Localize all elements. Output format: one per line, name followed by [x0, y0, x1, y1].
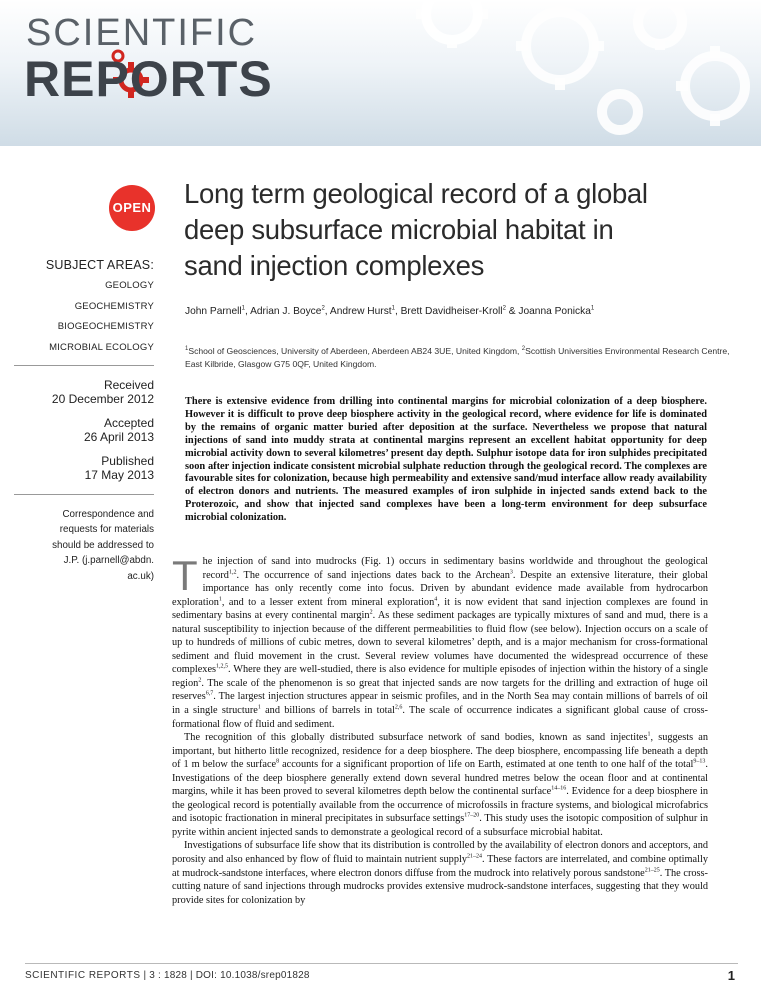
citation-ref[interactable]: 21–24 — [466, 853, 482, 860]
body-text-run: . Where they are well-studied, there is also evidence for multiple episodes of injection within the history of a single region — [172, 664, 708, 689]
received-label: Received — [103, 377, 154, 392]
body-text-run: , and to a lesser extent from mineral exploration — [221, 596, 435, 608]
body-text-run: . The largest injection structures appear in seismic profiles, and in the North Sea may contain millions of barrels of oil in a single structure — [172, 691, 708, 717]
affiliation-sup: 1 — [185, 346, 189, 353]
subject-areas-heading: SUBJECT AREAS: — [45, 258, 154, 272]
subject-area-item[interactable]: BIOGEOCHEMISTRY — [57, 321, 154, 332]
author-affil-sup: 1 — [391, 305, 395, 312]
author-affil-sup: 1 — [241, 305, 245, 312]
correspondence-email[interactable]: ac.uk) — [127, 570, 154, 582]
citation-ref[interactable]: 17–20 — [464, 812, 480, 819]
body-text-run: Investigations of subsurface life show that its distribution is controlled by the availability of electron donors and acceptors, and porosity and also enhanced by flow of fluid to maintain nutrient supply — [172, 840, 708, 866]
citation-ref[interactable]: 1 — [647, 731, 651, 738]
body-text-run: . Despite an extensive literature, their global importance has only recently come into focus. Driven by abundant evidence made available from hydrocarbon exploration — [172, 569, 708, 608]
author-name[interactable]: Adrian J. Boyce — [250, 306, 322, 317]
citation-ref[interactable]: 1,2 — [228, 569, 237, 576]
journal-logo-top: SCIENTIFIC — [26, 12, 258, 54]
abstract: There is extensive evidence from drilling into continental margins for microbial colonization of a deep biosphere. However it is difficult to prove deep biosphere activity in the geological record, where evidence for life is dominated by the remains of organic matter buried after deposition at the surface. Nevertheless we propose that natural injections of sand into muddy strata at continental margins represent an excellent habitat opportunity for deep microbial activity down to several kilometres’ present day depth. Sulphur isotope data for iron sulphides precipitated soon after injection indicate consistent microbial sulphate reduction through the geological record. The complexes are favourable sites for colonization, because high permeability and extensive sand/mud interface allow ready availability of electron donors and nutrients. The measured examples of iron sulphide in injected sands extend back to the Proterozoic, and show that injected sand complexes have been a long-term environment for deep subsurface microbial colonization. — [185, 396, 707, 524]
citation-ref[interactable]: 2 — [369, 609, 373, 616]
citation-ref[interactable]: 1,2,5 — [216, 663, 229, 670]
author-affil-sup: 1 — [590, 305, 595, 312]
author-separator: & — [505, 306, 519, 317]
drop-cap: T — [172, 552, 198, 599]
correspondence-email[interactable]: J.P. (j.parnell@abdn. — [63, 555, 154, 566]
journal-header — [0, 0, 761, 146]
body-paragraph-2 — [172, 731, 708, 839]
citation-ref[interactable]: 6,7 — [205, 691, 214, 698]
author-separator: , — [244, 306, 251, 317]
open-access-badge — [109, 185, 155, 231]
accepted-date: 26 April 2013 — [83, 429, 154, 444]
published-label: Published — [101, 453, 154, 468]
subject-area-item[interactable]: MICROBIAL ECOLOGY — [49, 341, 154, 353]
body-text-run: . Evidence for a deep biosphere in the geological record is potentially available from the occurrence of microfossils in fracture systems, and biological microfabrics and isotopic fractionation in mineral precipitates in subsurface settings — [172, 786, 708, 825]
article-title — [184, 176, 729, 284]
article-body — [172, 552, 709, 907]
sidebar-divider — [14, 494, 154, 495]
received-date: 20 December 2012 — [51, 391, 154, 406]
citation-ref[interactable]: 3 — [509, 569, 513, 576]
author-separator: , — [394, 306, 401, 317]
author-list — [185, 306, 745, 317]
body-text-run: . The occurrence of sand injections dates back to the Archean — [236, 569, 510, 581]
body-text-run: he injection of sand into mudrocks (Fig. 1) occurs in sedimentary basins worldwide and throughout the geological record — [202, 556, 708, 581]
citation-ref[interactable]: 1 — [257, 704, 261, 711]
footer-citation[interactable]: | 3 : 1828 | DOI: 10.1038/srep01828 — [140, 970, 310, 981]
citation-ref[interactable]: 8 — [276, 758, 280, 765]
body-text-run: . The cross-cutting nature of sand injections through mudrocks provides extensive mudrock-sandstone interfaces, suggesting that they would provide sites for colonization by — [172, 867, 708, 906]
citation-ref[interactable]: 2,6 — [394, 704, 403, 711]
correspondence-line: Correspondence and — [62, 508, 154, 520]
sidebar-divider — [14, 365, 154, 366]
citation-ref[interactable]: 21–25 — [644, 867, 660, 874]
body-text-run: . As these sediment packages are typically mixtures of sand and mud, there is a natural susceptibility to injection because of the different permeabilities to fluid flow (see below). Injection occurs on a scale of up to hundreds of millions of cubic metres, down to several kilometres’ depth, and is a major mechanism for cross-formational sediment and fluid movement in the crust. Several review volumes have documented the widespread occurrence of these complexes — [172, 610, 709, 676]
accepted-label: Accepted — [103, 415, 154, 430]
affiliation-sup: 2 — [521, 346, 526, 353]
correspondence-line: requests for materials — [59, 524, 154, 535]
author-affil-sup: 2 — [321, 305, 325, 312]
body-paragraph-1 — [172, 552, 709, 731]
author-name[interactable]: John Parnell — [185, 306, 242, 317]
subject-area-item[interactable]: GEOLOGY — [105, 280, 154, 291]
page-number: 1 — [727, 968, 735, 983]
citation-ref[interactable]: 14–16 — [551, 785, 567, 792]
footer-divider — [25, 963, 738, 964]
journal-logo-bottom: REPORTS — [24, 51, 273, 107]
title-line: deep subsurface microbial habitat in — [184, 214, 614, 245]
body-text-run: accounts for a significant proportion of life on Earth, estimated at one tenth to one half of the total — [279, 759, 694, 771]
body-text-run: and billions of barrels in total — [260, 705, 395, 717]
body-text-run: . This study uses the isotopic composition of sulphur in pyrite within ancient injected sands to demonstrate a geological record of a subsurface microbial habitat. — [172, 813, 708, 838]
author-name[interactable]: Brett Davidheiser-Kroll — [400, 306, 503, 317]
affiliations — [185, 345, 745, 371]
title-line: Long term geological record of a global — [184, 178, 648, 209]
body-text-run: , suggests an important, but hitherto little recognized, residence for a deep biosphere. The deep biosphere, encompassing life beneath a depth of 1 m below the surface — [172, 732, 708, 771]
article-sidebar — [14, 258, 154, 584]
author-name[interactable]: Joanna Ponicka — [518, 306, 591, 317]
body-text-run: , it is now evident that sand injection complexes are found in sedimentary basins at every continental margin — [172, 596, 709, 622]
open-badge-label: OPEN — [112, 200, 152, 215]
author-affil-sup: 2 — [502, 305, 506, 312]
correspondence-line: should be addressed to — [52, 539, 154, 551]
affiliation-2: Scottish Universities Environmental Research Centre, East Kilbride, Glasgow G75 0QF, United Kingdom. — [185, 346, 730, 369]
body-text-run: . These factors are interrelated, and combine optimally at mudrock-sandstone interfaces, where electron donors diffuse from the mudrock into relatively porous sandstone — [172, 854, 708, 879]
citation-ref[interactable]: 4 — [434, 596, 438, 603]
body-paragraph-3 — [172, 839, 708, 907]
body-text-run: . The scale of the phenomenon is so great that injected sands are now targets for the drilling and extraction of huge oil reserves — [172, 677, 708, 703]
citation-ref[interactable]: 2 — [198, 677, 202, 684]
affiliation-1: School of Geosciences, University of Aberdeen, Aberdeen AB24 3UE, United Kingdom, — [188, 346, 522, 356]
body-text-run: . Investigations of the deep biosphere generally extend down several hundred metres below the ocean floor and at continental margins, while it has been proved to several kilometres depth below the continental surface — [172, 759, 708, 798]
footer-journal: SCIENTIFIC REPORTS — [25, 970, 141, 981]
published-date: 17 May 2013 — [84, 467, 154, 482]
subject-area-item[interactable]: GEOCHEMISTRY — [74, 300, 154, 312]
author-separator: , — [324, 306, 330, 317]
citation-ref[interactable]: 1 — [218, 596, 222, 603]
author-name[interactable]: Andrew Hurst — [329, 306, 392, 317]
citation-ref[interactable]: 9–13 — [693, 758, 706, 765]
body-text-run: . The scale of occurrence indicates a significant global cause of cross-formational flow of fluid and sediment. — [172, 705, 708, 730]
title-line: sand injection complexes — [184, 250, 485, 281]
body-text-run: The recognition of this globally distributed subsurface network of sand bodies, known as sand injectites — [184, 732, 648, 744]
page-footer — [25, 970, 310, 981]
